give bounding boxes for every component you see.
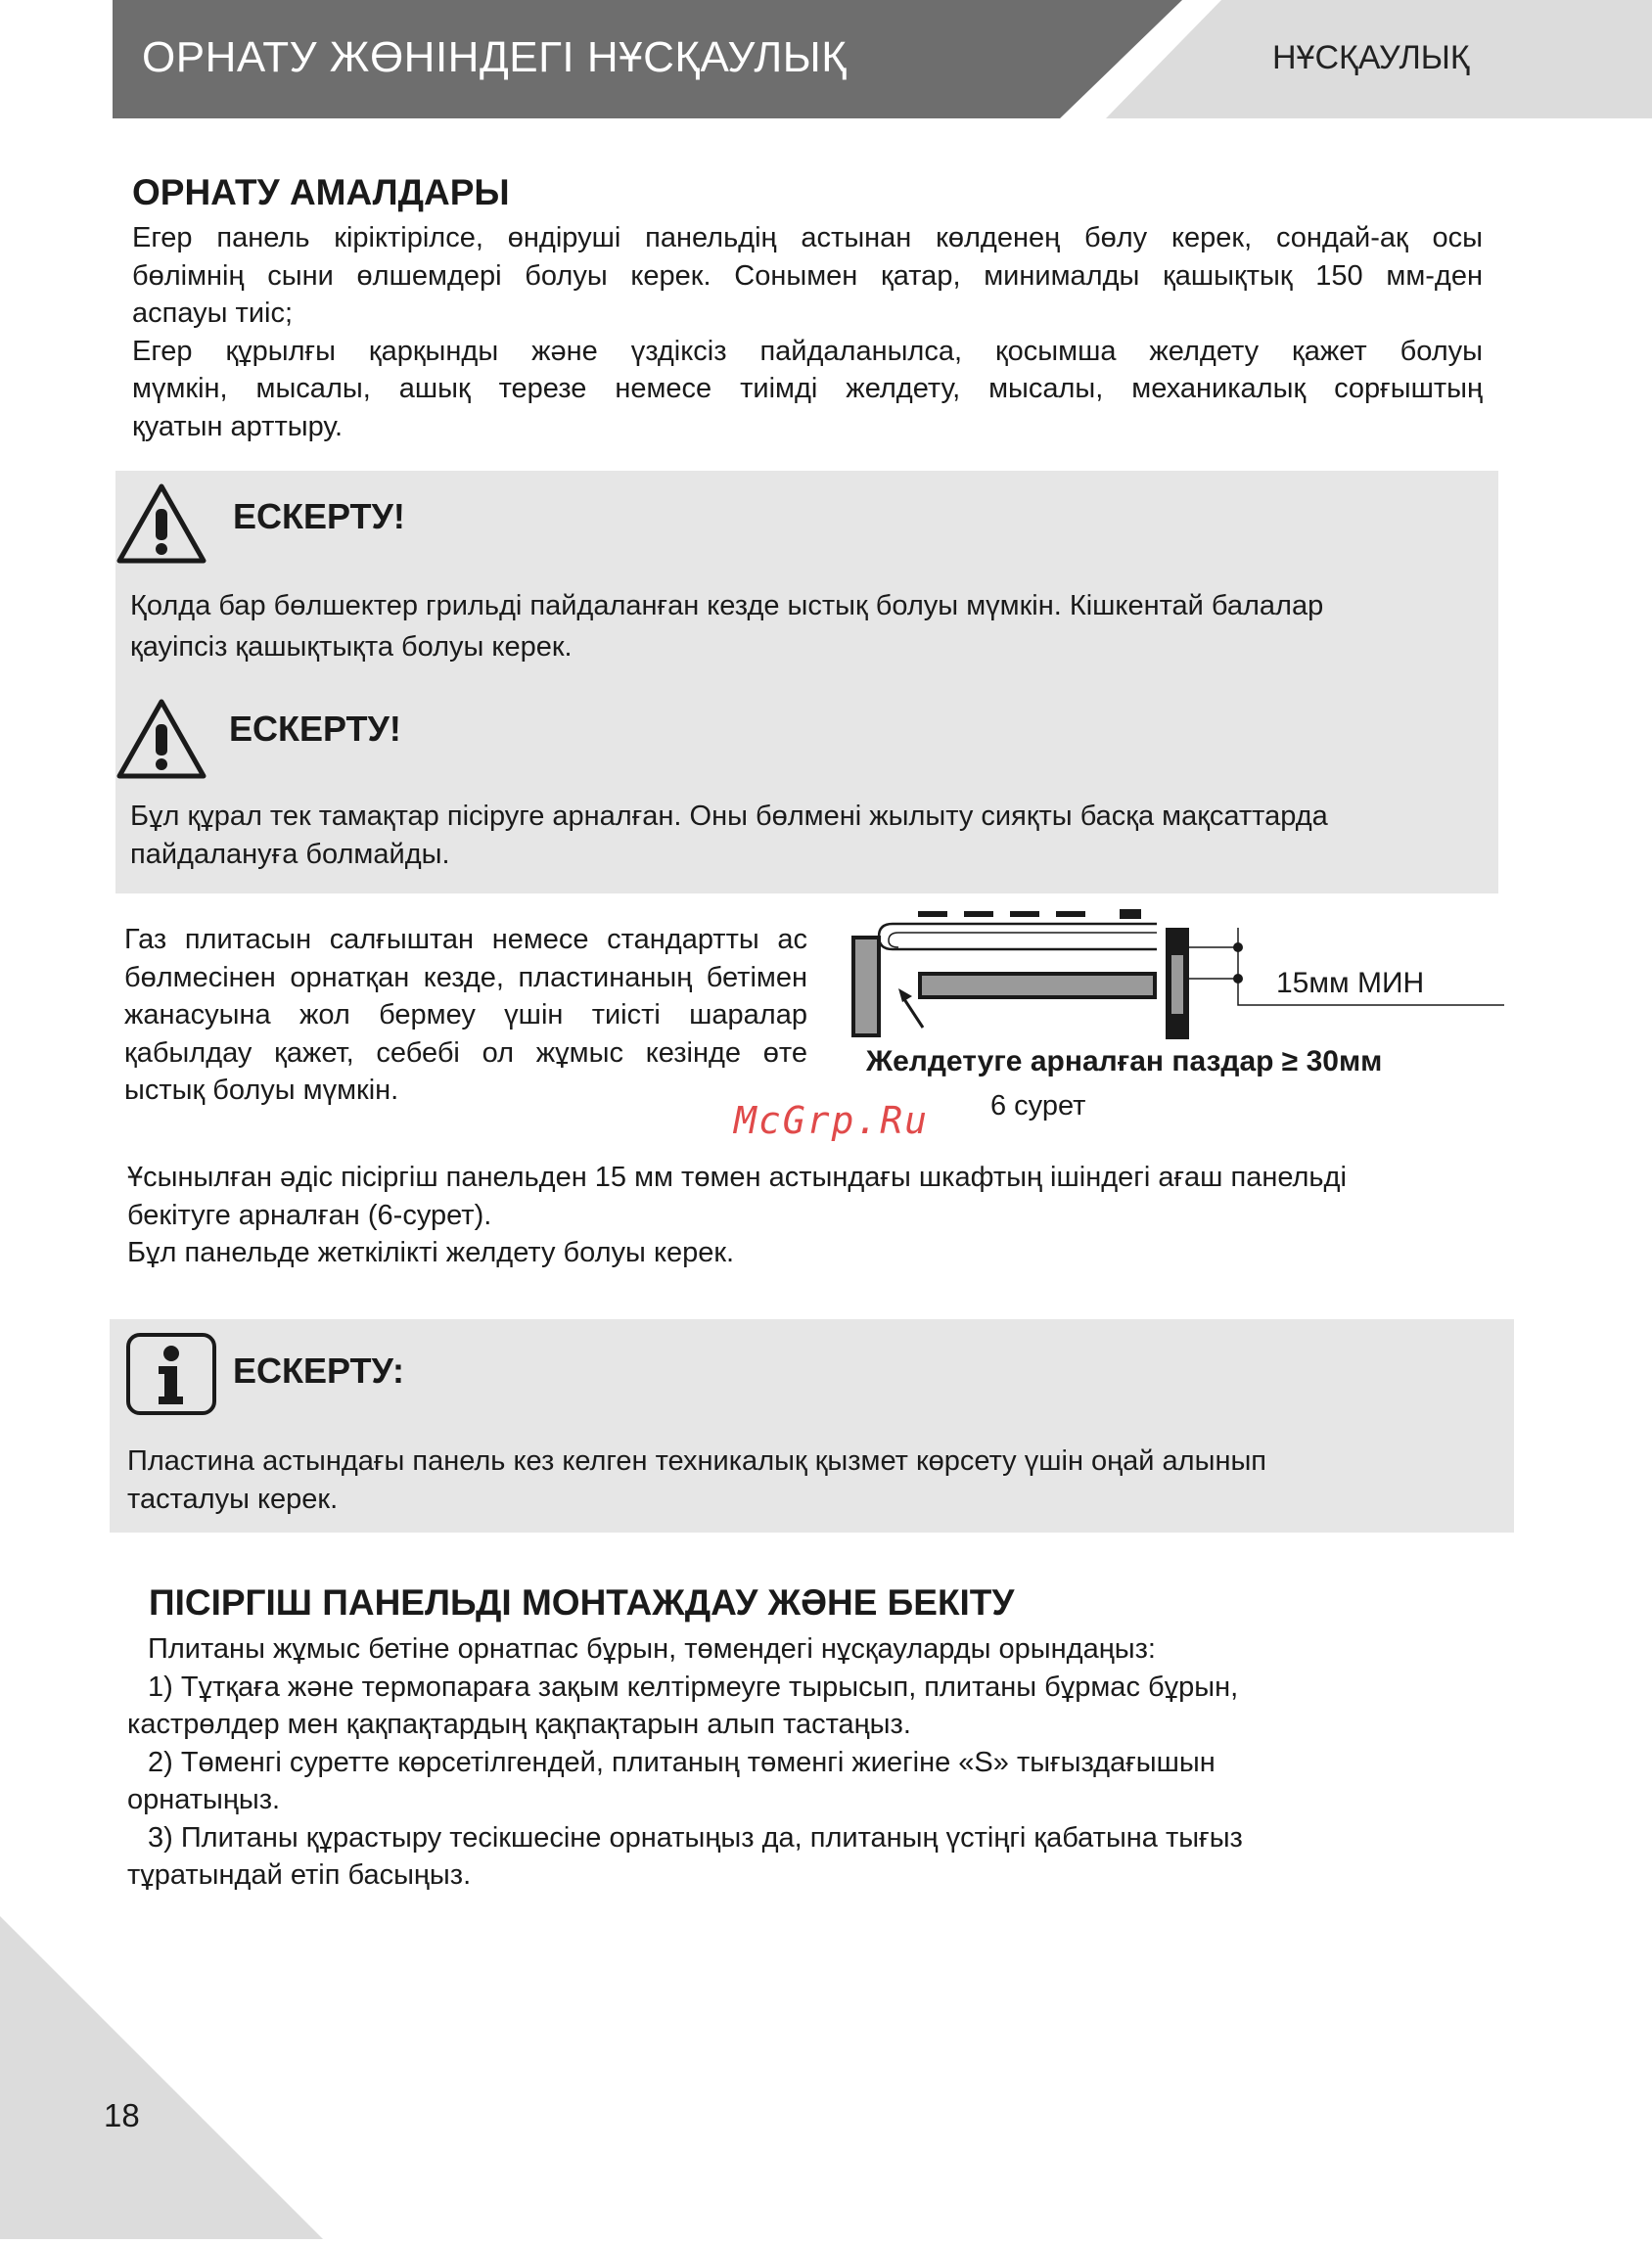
page-number: 18 [104, 2097, 140, 2133]
header-section-tab [1106, 0, 1652, 118]
text-line: Егер панель кіріктірілсе, өндіруші панельдің астынан көлденең бөлу керек, сондай-ақ осы [132, 222, 1483, 253]
header-title-bar [113, 0, 1184, 118]
info-icon [125, 1332, 217, 1421]
text-line: Ұсынылған әдіс пісіргіш панельден 15 мм төмен астындағы шкафтың ішіндегі ағаш панельді [127, 1162, 1347, 1193]
text-line: Газ плитасын салғыштан немесе стандартты ас [124, 924, 807, 955]
dimension-label: 15мм МИН [1276, 967, 1425, 999]
text-line: қауіпсіз қашықтықта болуы керек. [130, 631, 573, 663]
text-line: Қолда бар бөлшектер грильді пайдаланған кезде ыстық болуы мүмкін. Кішкентай балалар [130, 590, 1324, 621]
note-text [127, 1443, 1497, 1518]
watermark-text: McGrp.Ru [734, 1099, 930, 1142]
text-line: қуатын арттыру. [132, 410, 344, 442]
warning-title: ЕСКЕРТУ! [229, 709, 401, 749]
text-line: тұратындай етіп басыңыз. [127, 1859, 472, 1891]
text-line: аспауы тиіс; [132, 298, 294, 329]
text-line: мүмкін, мысалы, ашық терезе немесе тиімді желдету, мысалы, механикалық сорғыштың [132, 373, 1483, 404]
text-line: 2) Төменгі суретте көрсетілгендей, плитаның төменгі жиегіне «S» тығыздағышын [148, 1746, 1216, 1778]
text-line: Бұл құрал тек тамақтар пісіруге арналған. Оны бөлмені жылыту сияқты басқа мақсаттарда [130, 801, 1328, 832]
recommendation-paragraph [127, 1159, 1497, 1272]
text-line: қабылдау қажет, себебі ол жұмыс кезінде өте [124, 1036, 807, 1069]
text-line: тасталуы керек. [127, 1483, 339, 1515]
page-header-title: ОРНАТУ ЖӨНІНДЕГІ НҰСҚАУЛЫҚ [142, 33, 848, 81]
text-line: бекітуге арналған (6-сурет). [127, 1199, 492, 1231]
text-line: бөлімнің сыни өлшемдері болуы керек. Сонымен қатар, минималды қашықтық 150 мм-ден [132, 259, 1483, 292]
text-line: орнатыңыз. [127, 1784, 281, 1815]
warning-text [130, 585, 1481, 667]
text-line: жанасуына жол бермеу үшін тиісті шаралар [124, 999, 807, 1030]
warning-triangle-icon [115, 698, 207, 785]
section-heading-installation: ОРНАТУ АМАЛДАРЫ [132, 172, 510, 212]
text-line: ыстық болуы мүмкін. [124, 1075, 399, 1106]
text-line: Егер құрылғы қарқынды және үздіксіз пайдаланылса, қосымша желдету қажет болуы [132, 335, 1483, 367]
figure-caption: Желдетуге арналған паздар ≥ 30мм [866, 1045, 1383, 1077]
text-line: пайдалануға болмайды. [130, 838, 450, 870]
warning-text [130, 798, 1481, 873]
note-title: ЕСКЕРТУ: [233, 1351, 405, 1391]
corner-decoration [0, 1916, 323, 2244]
text-line: 3) Плитаны құрастыру тесікшесіне орнатыңыз да, плитаның үстіңгі қабатына тығыз [148, 1821, 1243, 1854]
text-line: кастрөлдер мен қақпақтардың қақпақтарын алып тастаңыз. [127, 1709, 911, 1740]
text-line: бөлмесінен орнатқан кезде, пластинаның бетімен [124, 961, 807, 993]
text-line: 1) Тұтқаға және термопараға зақым келтірмеуге тырысып, плитаны бұрмас бұрын, [148, 1671, 1239, 1703]
text-line: Пластина астындағы панель кез келген техникалық қызмет көрсету үшін оңай алынып [127, 1445, 1267, 1477]
section-tag: НҰСҚАУЛЫҚ [1272, 39, 1470, 76]
text-line: Бұл панельде жеткілікті желдету болуы керек. [127, 1237, 735, 1268]
section-heading-mounting: ПІСІРГІШ ПАНЕЛЬДІ МОНТАЖДАУ ЖӘНЕ БЕКІТУ [149, 1582, 1015, 1623]
text-line: Плитаны жұмыс бетіне орнатпас бұрын, төмендегі нұсқауларды орындаңыз: [148, 1633, 1156, 1665]
gas-installation-note [124, 921, 807, 1110]
intro-paragraph-1 [132, 219, 1483, 445]
mounting-instructions [127, 1630, 1497, 1895]
figure-number: 6 сурет [990, 1090, 1086, 1122]
warning-triangle-icon [115, 482, 207, 570]
warning-title: ЕСКЕРТУ! [233, 496, 405, 536]
